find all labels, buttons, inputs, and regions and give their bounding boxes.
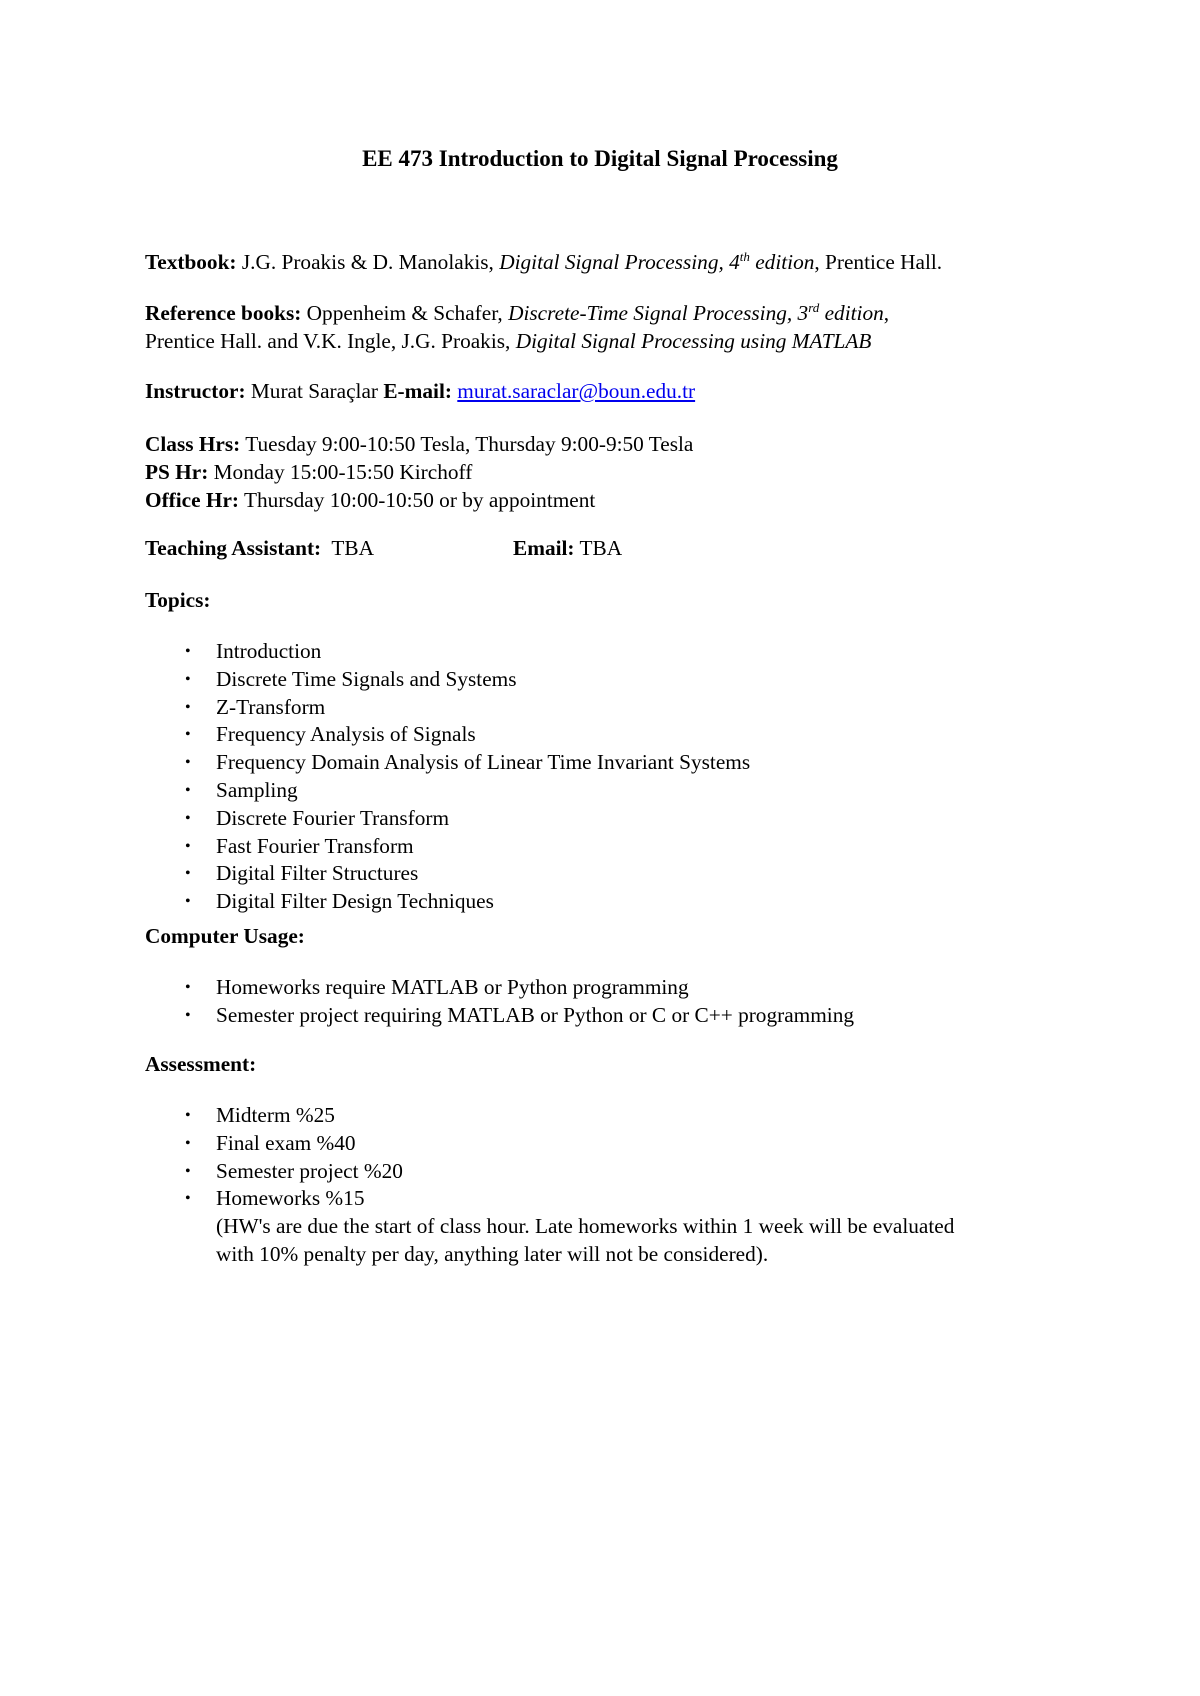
textbook-authors: J.G. Proakis & D. Manolakis, (241, 250, 494, 274)
topic-item (145, 777, 1085, 805)
bullet-icon: • (185, 643, 191, 660)
bullet-icon: • (185, 1190, 191, 1208)
textbook-title: Digital Signal Processing, 4th edition (499, 249, 815, 274)
topic-item-text: Sampling (216, 777, 298, 802)
homework-note-line: (HW's are due the start of class hour. Late homeworks within 1 week will be evaluated (216, 1214, 955, 1239)
topic-item-text: Introduction (216, 639, 322, 663)
instructor-label: Instructor: (145, 379, 246, 403)
reference-authors-1: Oppenheim & Schafer, (306, 301, 503, 325)
textbook-label: Textbook: (145, 250, 237, 274)
assessment-item-text: Semester project %20 (216, 1158, 403, 1183)
topics-list (145, 638, 1085, 916)
bullet-icon: • (185, 670, 191, 688)
assessment-item-text: Midterm %25 (216, 1103, 335, 1127)
topic-item (145, 638, 1085, 666)
ps-hours-value: Monday 15:00-15:50 Kirchoff (213, 460, 473, 484)
topic-item-text: Frequency Domain Analysis of Linear Time Invariant Systems (216, 750, 751, 775)
computer-usage-item-text: Homeworks require MATLAB or Python programming (216, 975, 689, 999)
textbook-publisher: , Prentice Hall. (814, 250, 943, 274)
topic-item (145, 749, 1085, 777)
topic-item-text: Digital Filter Structures (216, 861, 419, 886)
ps-hours-line (145, 458, 1085, 486)
assessment-item (145, 1130, 1085, 1158)
reference-books: Reference books: Oppenheim & Schafer, Discrete-Time Signal Processing, 3rd edition, Prentice Hall. and V.K. Ingle, J.G. Proakis, Digital Signal Processing using MATLAB (145, 300, 890, 353)
topic-item (145, 888, 1085, 916)
bullet-icon: • (185, 1006, 191, 1024)
assessment-item-text: Homeworks %15 (216, 1186, 365, 1211)
teaching-assistant-line (145, 534, 1085, 562)
topic-item (145, 833, 1085, 861)
class-hours-line (145, 430, 1085, 458)
computer-usage-item (145, 1002, 1085, 1030)
assessment-item (145, 1158, 1085, 1186)
instructor-name: Murat Saraçlar (250, 379, 379, 403)
assessment-list (145, 1102, 1085, 1269)
bullet-icon: • (185, 809, 191, 827)
bullet-icon: • (185, 837, 191, 855)
bullet-icon: • (185, 698, 191, 716)
topic-item-text: Discrete Fourier Transform (216, 805, 450, 830)
ta-email-value: TBA (579, 536, 623, 560)
email-label: E-mail: (383, 379, 452, 403)
textbook-line (145, 248, 1085, 276)
topic-item-text: Frequency Analysis of Signals (216, 722, 476, 747)
instructor-line (145, 377, 1085, 405)
computer-usage-item (145, 974, 1085, 1002)
office-hours-line (145, 486, 1085, 514)
assessment-item (145, 1102, 1085, 1130)
bullet-icon: • (185, 893, 191, 911)
topic-item (145, 666, 1085, 694)
bullet-icon: • (185, 865, 191, 883)
class-hours-value: Tuesday 9:00-10:50 Tesla, Thursday 9:00-9:50 Tesla (245, 432, 694, 456)
ta-email (513, 534, 622, 562)
bullet-icon: • (185, 781, 191, 799)
office-hours-label: Office Hr: (145, 488, 240, 512)
reference-line-2: Prentice Hall. and V.K. Ingle, J.G. Proakis, (145, 329, 511, 353)
bullet-icon: • (185, 754, 191, 772)
topic-item (145, 721, 1085, 749)
topics-heading: Topics: (145, 588, 211, 612)
ta-email-label: Email: (513, 536, 575, 560)
homework-note-line: with 10% penalty per day, anything later will not be considered). (216, 1241, 769, 1266)
ta-value: TBA (331, 536, 375, 560)
topic-item (145, 694, 1085, 722)
ps-hours-label: PS Hr: (145, 460, 209, 484)
computer-usage-heading: Computer Usage: (145, 924, 305, 948)
instructor-email-link[interactable]: murat.saraclar@boun.edu.tr (457, 379, 696, 403)
page-title: EE 473 Introduction to Digital Signal Processing (362, 146, 838, 171)
bullet-icon: • (185, 726, 191, 744)
computer-usage-item-text: Semester project requiring MATLAB or Python or C or C++ programming (216, 1002, 854, 1027)
topic-item-text: Z-Transform (216, 694, 326, 719)
assessment-item (145, 1185, 1085, 1268)
bullet-icon: • (185, 979, 191, 996)
reference-label: Reference books: (145, 301, 302, 325)
schedule-block (145, 430, 1085, 514)
computer-usage-list (145, 974, 1085, 1030)
assessment-heading: Assessment: (145, 1052, 257, 1076)
topic-item-text: Digital Filter Design Techniques (216, 889, 494, 914)
reference-title-2: Digital Signal Processing using MATLAB (515, 329, 872, 353)
assessment-item-text: Final exam %40 (216, 1130, 356, 1155)
topic-item (145, 860, 1085, 888)
topic-item-text: Fast Fourier Transform (216, 833, 414, 858)
bullet-icon: • (185, 1162, 191, 1180)
topic-item-text: Discrete Time Signals and Systems (216, 666, 517, 691)
topic-item (145, 805, 1085, 833)
bullet-icon: • (185, 1107, 191, 1124)
ta-label: Teaching Assistant: (145, 536, 322, 560)
office-hours-value: Thursday 10:00-10:50 or by appointment (243, 488, 596, 512)
bullet-icon: • (185, 1134, 191, 1152)
class-hours-label: Class Hrs: (145, 432, 241, 456)
reference-title-1: Discrete-Time Signal Processing, 3rd edition (508, 300, 884, 325)
